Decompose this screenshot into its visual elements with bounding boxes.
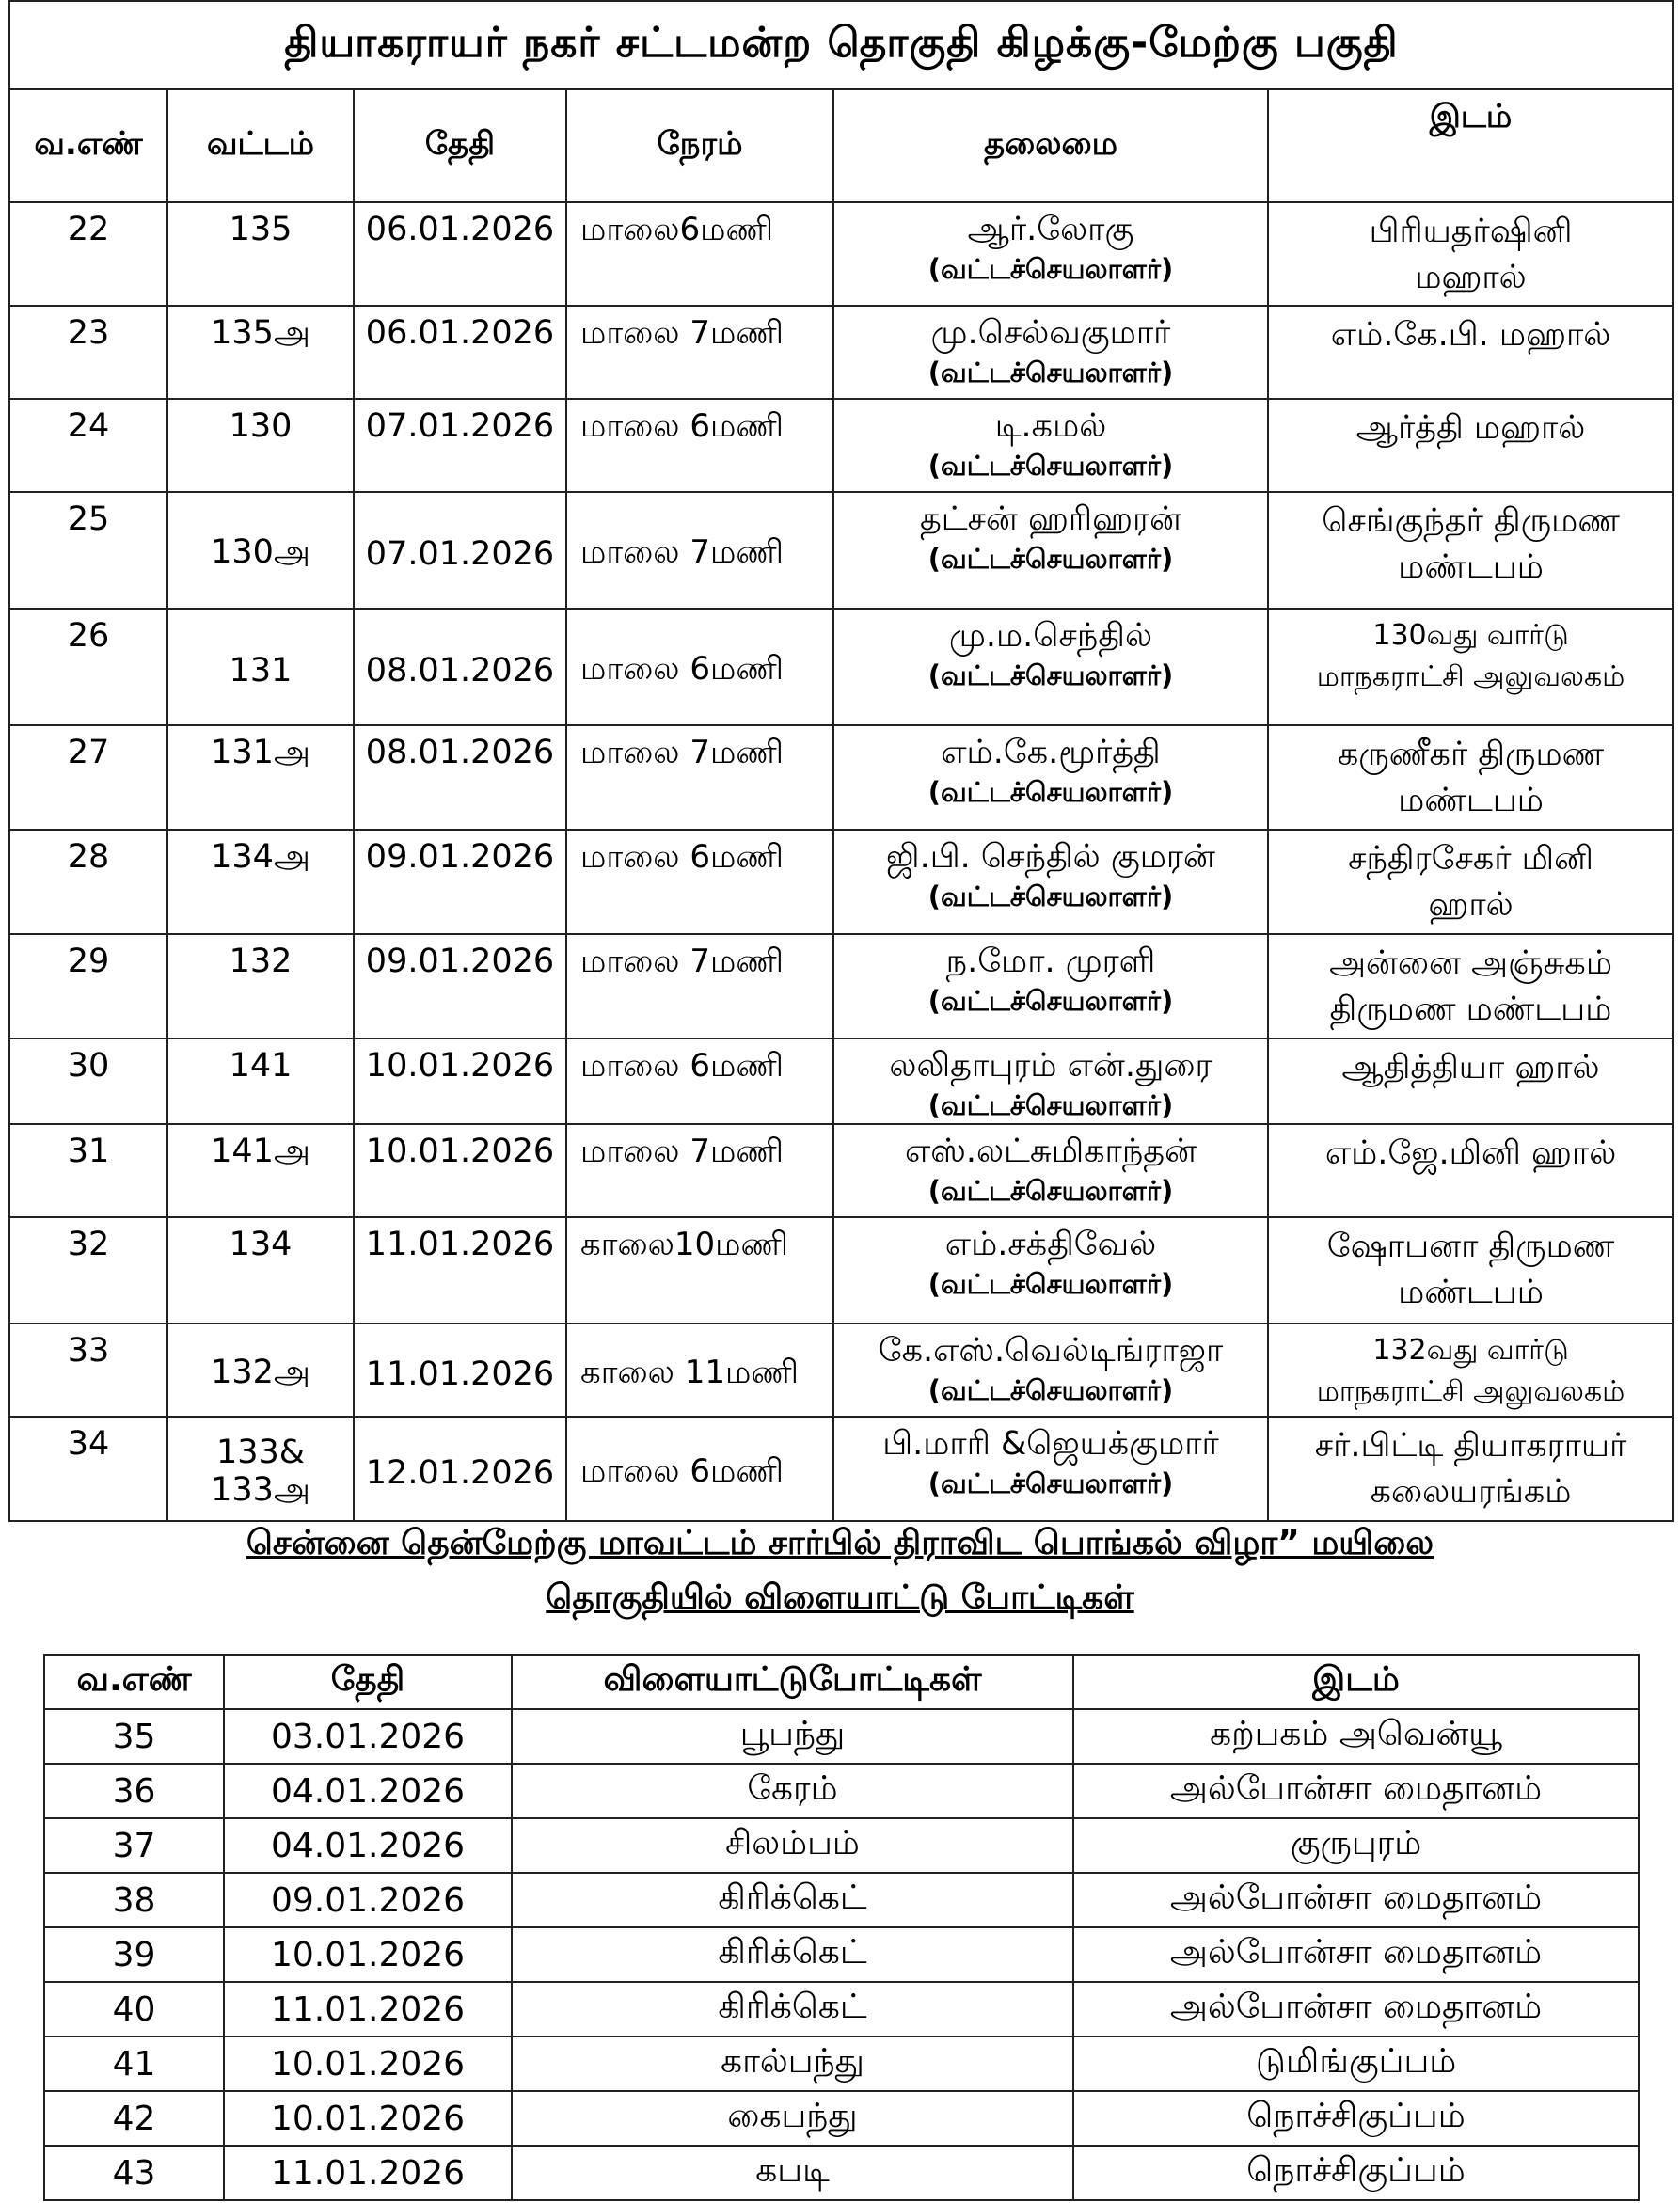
date-cell: 09.01.2026 [354, 934, 566, 1038]
sports-date-cell: 11.01.2026 [224, 1982, 512, 2037]
header-place: இடம் [1268, 89, 1673, 202]
sports-date-cell: 10.01.2026 [224, 2037, 512, 2091]
place-line-2: மாநகராட்சி அலுவலகம் [1316, 659, 1625, 693]
sports-place-cell: குருபுரம் [1073, 1818, 1639, 1873]
leader-name: ந.மோ. முரளி [945, 943, 1156, 980]
place-line-1: 132வது வார்டு [1372, 1334, 1569, 1368]
time-cell: மாலை 7மணி [566, 492, 833, 609]
ward-value: 132 [229, 943, 293, 980]
sports-header-place: இடம் [1073, 1655, 1639, 1709]
leader-role: (வட்டச்செயலாளர்) [927, 880, 1174, 912]
sports-table [43, 1654, 1640, 2201]
leader-cell [833, 202, 1268, 306]
leader-cell [833, 399, 1268, 492]
sno-cell: 22 [9, 202, 167, 306]
ward-cell [167, 725, 354, 830]
sports-date-cell: 03.01.2026 [224, 1709, 512, 1764]
sports-row [44, 1818, 1639, 1873]
sports-header-game: விளையாட்டுபோட்டிகள் [512, 1655, 1073, 1709]
leader-name: டி.கமல் [994, 407, 1107, 445]
date-cell: 06.01.2026 [354, 202, 566, 306]
ward-value: 130 [229, 407, 293, 445]
leader-name: மு.செல்வகுமார் [930, 314, 1171, 352]
leader-cell [833, 1217, 1268, 1323]
place-line-2: மண்டபம் [1398, 1274, 1544, 1312]
ward-value: 134 [229, 1226, 293, 1264]
ward-value: 133& [215, 1433, 306, 1471]
sports-game-cell: கால்பந்து [512, 2037, 1073, 2091]
sports-sno-cell: 40 [44, 1982, 224, 2037]
sno-cell: 30 [9, 1038, 167, 1124]
place-line-1: கருணீகர் திருமண [1337, 736, 1605, 773]
ward-cell [167, 492, 354, 609]
place-line-1: ஆதித்தியா ஹால் [1341, 1049, 1600, 1086]
meetings-header-row [9, 89, 1673, 202]
date-cell: 10.01.2026 [354, 1038, 566, 1124]
place-line-1: பிரியதர்ஷினி [1369, 213, 1573, 250]
time-cell: மாலை 7மணி [566, 934, 833, 1038]
time-cell: மாலை 6மணி [566, 830, 833, 934]
leader-role: (வட்டச்செயலாளர்) [927, 984, 1174, 1017]
meeting-row [9, 1417, 1673, 1521]
sno-cell: 29 [9, 934, 167, 1038]
meeting-row [9, 1038, 1673, 1124]
sports-row [44, 1982, 1639, 2037]
leader-role: (வட்டச்செயலாளர்) [927, 542, 1174, 575]
sports-row [44, 1873, 1639, 1927]
sno-cell: 33 [9, 1323, 167, 1417]
leader-role: (வட்டச்செயலாளர்) [927, 449, 1174, 482]
date-cell: 08.01.2026 [354, 725, 566, 830]
sports-place-cell: டுமிங்குப்பம் [1073, 2037, 1639, 2091]
leader-name: எம்.கே.மூர்த்தி [941, 734, 1161, 771]
sports-row [44, 2091, 1639, 2146]
date-cell: 11.01.2026 [354, 1217, 566, 1323]
sports-sno-cell: 37 [44, 1818, 224, 1873]
sno-cell: 28 [9, 830, 167, 934]
place-line-1: ஆர்த்தி மஹால் [1355, 409, 1586, 447]
place-cell [1268, 1038, 1673, 1124]
leader-name: லலிதாபுரம் என்.துரை [889, 1047, 1212, 1085]
place-cell [1268, 1124, 1673, 1217]
sports-sno-cell: 36 [44, 1764, 224, 1818]
time-cell: காலை 11மணி [566, 1323, 833, 1417]
ward-value: 141அ [211, 1133, 310, 1171]
place-line-1: சந்திரசேகர் மினி [1348, 840, 1594, 878]
time-cell: காலை10மணி [566, 1217, 833, 1323]
time-cell: மாலை 6மணி [566, 1038, 833, 1124]
date-cell: 10.01.2026 [354, 1124, 566, 1217]
meeting-row [9, 492, 1673, 609]
sno-cell: 34 [9, 1417, 167, 1521]
place-line-2: மஹால் [1415, 259, 1527, 296]
meetings-table [8, 0, 1674, 1522]
sports-game-cell: சிலம்பம் [512, 1818, 1073, 1873]
time-cell: மாலை 7மணி [566, 306, 833, 399]
ward-value: 130அ [211, 533, 310, 571]
meeting-row [9, 725, 1673, 830]
place-cell [1268, 609, 1673, 725]
ward-cell [167, 202, 354, 306]
place-cell [1268, 306, 1673, 399]
date-cell: 06.01.2026 [354, 306, 566, 399]
leader-role: (வட்டச்செயலாளர்) [927, 356, 1174, 388]
sports-game-cell: பூபந்து [512, 1709, 1073, 1764]
date-cell: 09.01.2026 [354, 830, 566, 934]
leader-cell [833, 934, 1268, 1038]
meeting-row [9, 399, 1673, 492]
leader-role: (வட்டச்செயலாளர்) [927, 658, 1174, 691]
sports-date-cell: 10.01.2026 [224, 1927, 512, 1982]
ward-value: 131அ [211, 734, 310, 771]
sports-header-row [44, 1655, 1639, 1709]
leader-role: (வட்டச்செயலாளர்) [927, 1466, 1174, 1499]
leader-role: (வட்டச்செயலாளர்) [927, 1267, 1174, 1300]
sports-row [44, 1764, 1639, 1818]
sports-row [44, 2146, 1639, 2200]
meeting-row [9, 306, 1673, 399]
meeting-row [9, 830, 1673, 934]
sports-place-cell: கற்பகம் அவென்யூ [1073, 1709, 1639, 1764]
place-cell [1268, 934, 1673, 1038]
ward-cell [167, 1417, 354, 1521]
ward-cell [167, 306, 354, 399]
sno-cell: 31 [9, 1124, 167, 1217]
time-cell: மாலை 6மணி [566, 609, 833, 725]
place-line-2: ஹால் [1428, 886, 1514, 924]
meeting-row [9, 202, 1673, 306]
place-line-2: மாநகராட்சி அலுவலகம் [1316, 1374, 1625, 1408]
place-cell [1268, 202, 1673, 306]
leader-cell [833, 306, 1268, 399]
place-line-1: அன்னை அஞ்சுகம் [1329, 944, 1612, 982]
sports-date-cell: 04.01.2026 [224, 1764, 512, 1818]
sports-sno-cell: 35 [44, 1709, 224, 1764]
ward-cell [167, 1124, 354, 1217]
time-cell: மாலை 6மணி [566, 399, 833, 492]
sports-heading-line1: சென்னை தென்மேற்கு மாவட்டம் சார்பில் திராவிட பொங்கல் விழா” மயிலை [246, 1524, 1434, 1562]
place-line-1: 130வது வார்டு [1372, 619, 1569, 652]
place-cell [1268, 725, 1673, 830]
place-line-2: மண்டபம் [1398, 548, 1544, 586]
leader-cell [833, 609, 1268, 725]
sports-sno-cell: 39 [44, 1927, 224, 1982]
sports-place-cell: அல்போன்சா மைதானம் [1073, 1982, 1639, 2037]
leader-name: ஜி.பி. செந்தில் குமரன் [886, 838, 1215, 876]
sports-game-cell: கிரிக்கெட் [512, 1873, 1073, 1927]
ward-cell [167, 934, 354, 1038]
sports-place-cell: அல்போன்சா மைதானம் [1073, 1764, 1639, 1818]
sports-game-cell: கிரிக்கெட் [512, 1927, 1073, 1982]
sports-date-cell: 04.01.2026 [224, 1818, 512, 1873]
ward-value: 132அ [211, 1353, 310, 1391]
header-sno: வ.எண் [9, 89, 167, 202]
header-leader: தலைமை [833, 89, 1268, 202]
leader-role: (வட்டச்செயலாளர்) [927, 252, 1174, 285]
leader-role: (வட்டச்செயலாளர்) [927, 1174, 1174, 1207]
place-line-2: கலையரங்கம் [1370, 1473, 1572, 1512]
date-cell: 07.01.2026 [354, 492, 566, 609]
ward-value: 135 [229, 211, 293, 248]
meetings-body [9, 202, 1673, 1521]
header-date: தேதி [354, 89, 566, 202]
place-cell [1268, 492, 1673, 609]
sno-cell: 25 [9, 492, 167, 609]
leader-name: எஸ்.லட்சுமிகாந்தன் [904, 1133, 1197, 1171]
sports-body [44, 1709, 1639, 2200]
header-ward: வட்டம் [167, 89, 354, 202]
sports-date-cell: 11.01.2026 [224, 2146, 512, 2200]
place-line-1: ஷோபனா திருமண [1326, 1228, 1615, 1266]
ward-cell [167, 609, 354, 725]
leader-cell [833, 1323, 1268, 1417]
sno-cell: 26 [9, 609, 167, 725]
time-cell: மாலை 6மணி [566, 1417, 833, 1521]
time-cell: மாலை6மணி [566, 202, 833, 306]
place-cell [1268, 830, 1673, 934]
sports-sno-cell: 42 [44, 2091, 224, 2146]
sports-row [44, 2037, 1639, 2091]
leader-name: ஆர்.லோகு [967, 211, 1134, 248]
sports-sno-cell: 43 [44, 2146, 224, 2200]
place-cell [1268, 1217, 1673, 1323]
leader-role: (வட்டச்செயலாளர்) [927, 1373, 1174, 1406]
place-line-1: எம்.ஜே.மினி ஹால் [1324, 1134, 1617, 1173]
sports-place-cell: நொச்சிகுப்பம் [1073, 2091, 1639, 2146]
leader-cell [833, 1417, 1268, 1521]
sports-game-cell: கிரிக்கெட் [512, 1982, 1073, 2037]
place-line-1: செங்குந்தர் திருமண [1322, 502, 1620, 540]
date-cell: 08.01.2026 [354, 609, 566, 725]
ward-cell [167, 399, 354, 492]
sports-place-cell: அல்போன்சா மைதானம் [1073, 1873, 1639, 1927]
sno-cell: 23 [9, 306, 167, 399]
meeting-row [9, 934, 1673, 1038]
sports-game-cell: கைபந்து [512, 2091, 1073, 2146]
ward-value: 141 [229, 1047, 293, 1085]
sports-header-sno: வ.எண் [44, 1655, 224, 1709]
sports-game-cell: கேரம் [512, 1764, 1073, 1818]
leader-name: மு.ம.செந்தில் [948, 617, 1153, 655]
place-line-2: திருமண மண்டபம் [1329, 991, 1612, 1028]
time-cell: மாலை 7மணி [566, 725, 833, 830]
leader-name: பி.மாரி &ஜெயக்குமார் [882, 1425, 1219, 1464]
place-cell [1268, 1323, 1673, 1417]
sno-cell: 27 [9, 725, 167, 830]
sports-sno-cell: 41 [44, 2037, 224, 2091]
sports-place-cell: நொச்சிகுப்பம் [1073, 2146, 1639, 2200]
ward-value: 131 [229, 652, 293, 689]
meeting-row [9, 1217, 1673, 1323]
place-line-1: எம்.கே.பி. மஹால் [1330, 316, 1611, 354]
leader-cell [833, 1038, 1268, 1124]
ward-cell [167, 1323, 354, 1417]
leader-role: (வட்டச்செயலாளர்) [927, 775, 1174, 808]
place-cell [1268, 399, 1673, 492]
leader-cell [833, 725, 1268, 830]
ward-value-2: 133அ [211, 1470, 310, 1509]
sports-place-cell: அல்போன்சா மைதானம் [1073, 1927, 1639, 1982]
place-line-1: சர்.பிட்டி தியாகராயர் [1314, 1427, 1627, 1466]
meeting-row [9, 1323, 1673, 1417]
sports-row [44, 1927, 1639, 1982]
leader-name: தட்சன் ஹரிஹரன் [919, 500, 1182, 538]
meeting-row [9, 1124, 1673, 1217]
leader-name: எம்.சக்திவேல் [944, 1226, 1157, 1264]
ward-value: 135அ [211, 314, 310, 352]
sports-game-cell: கபடி [512, 2146, 1073, 2200]
place-cell [1268, 1417, 1673, 1521]
ward-cell [167, 830, 354, 934]
date-cell: 07.01.2026 [354, 399, 566, 492]
sports-heading-line2: தொகுதியில் விளையாட்டு போட்டிகள் [546, 1578, 1134, 1617]
sports-sno-cell: 38 [44, 1873, 224, 1927]
ward-cell [167, 1217, 354, 1323]
page-title: தியாகராயர் நகர் சட்டமன்ற தொகுதி கிழக்கு-மேற்கு பகுதி [9, 1, 1673, 89]
sno-cell: 32 [9, 1217, 167, 1323]
leader-name: கே.எஸ்.வெல்டிங்ராஜா [878, 1332, 1224, 1371]
leader-cell [833, 1124, 1268, 1217]
place-line-2: மண்டபம் [1398, 782, 1544, 819]
sports-header-date: தேதி [224, 1655, 512, 1709]
meeting-row [9, 609, 1673, 725]
leader-cell [833, 492, 1268, 609]
header-time: நேரம் [566, 89, 833, 202]
time-cell: மாலை 7மணி [566, 1124, 833, 1217]
date-cell: 12.01.2026 [354, 1417, 566, 1521]
ward-cell [167, 1038, 354, 1124]
date-cell: 11.01.2026 [354, 1323, 566, 1417]
sports-date-cell: 10.01.2026 [224, 2091, 512, 2146]
ward-value: 134அ [211, 838, 310, 876]
sno-cell: 24 [9, 399, 167, 492]
sports-row [44, 1709, 1639, 1764]
leader-role: (வட்டச்செயலாளர்) [927, 1088, 1174, 1121]
sports-date-cell: 09.01.2026 [224, 1873, 512, 1927]
leader-cell [833, 830, 1268, 934]
